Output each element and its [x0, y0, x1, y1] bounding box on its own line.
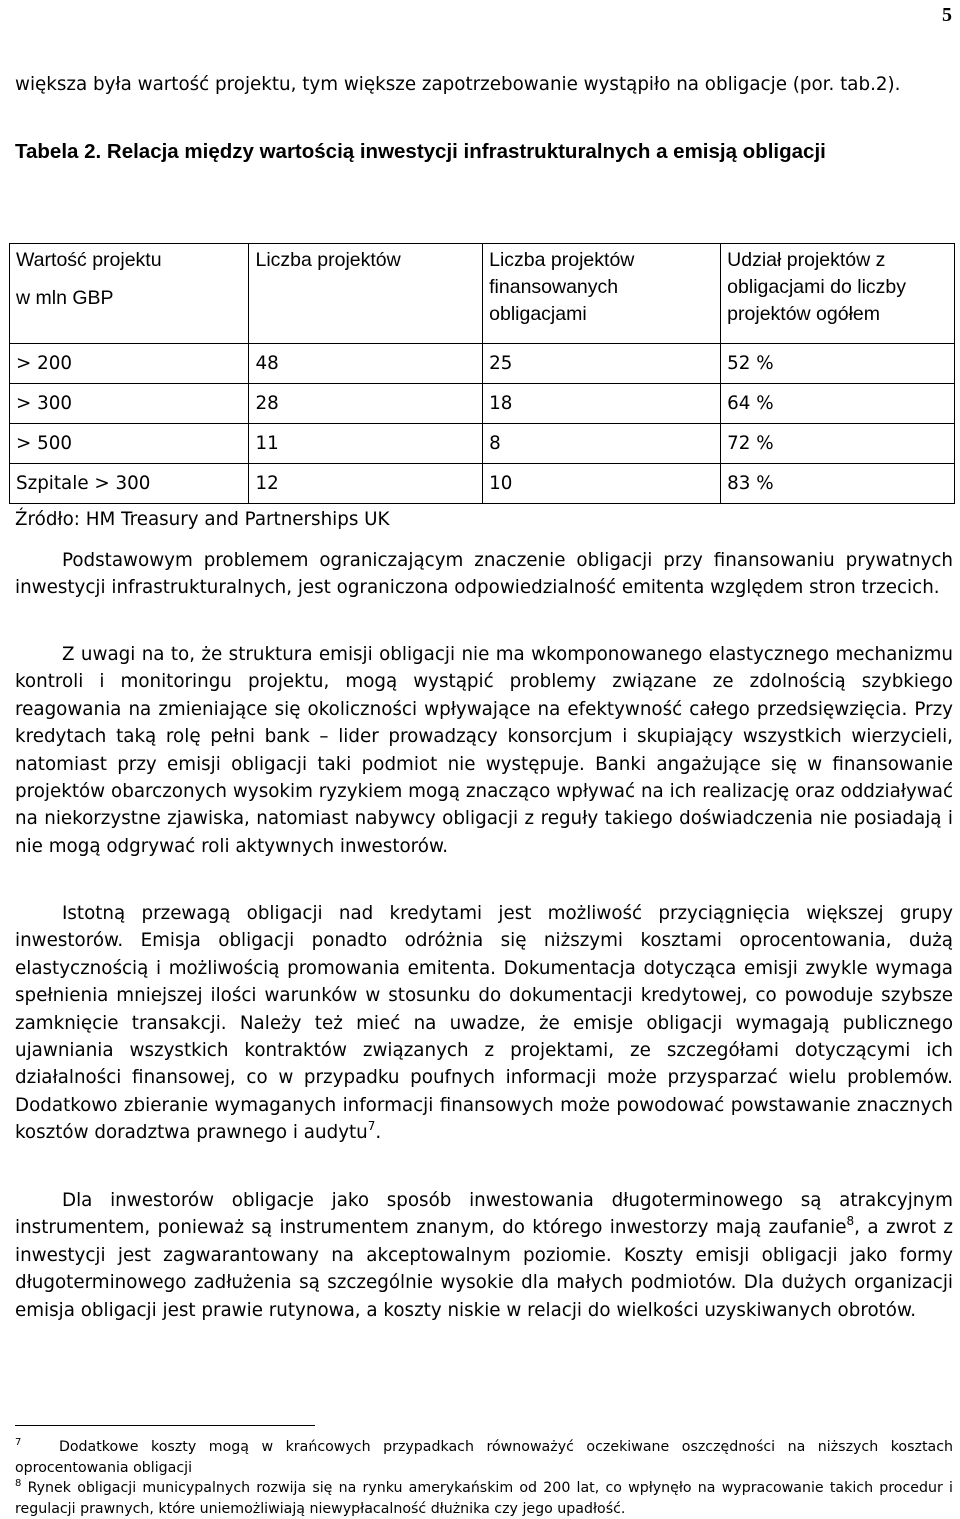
- table-cell: > 500: [10, 424, 249, 464]
- table-cell: 48: [249, 344, 483, 384]
- table-cell: 12: [249, 464, 483, 504]
- table-cell: > 300: [10, 384, 249, 424]
- table-header-cell: Liczba projektów: [249, 244, 483, 344]
- header-value-line1: Wartość projektu: [16, 249, 162, 271]
- table-cell: 28: [249, 384, 483, 424]
- paragraph-1-text: Podstawowym problemem ograniczającym znaczenie obligacji przy finansowaniu prywatnych inwestycji infrastrukturalnych, jest ograniczona odpowiedzialność emitenta względem stron trzecich.: [15, 550, 953, 599]
- table-header-cell: Liczba projektów finansowanych obligacjami: [483, 244, 721, 344]
- table-header-cell: [10, 244, 249, 344]
- table-row: [10, 384, 955, 424]
- table-cell: 10: [483, 464, 721, 504]
- paragraph-4: [15, 1187, 953, 1324]
- table-cell: > 200: [10, 344, 249, 384]
- paragraph-1: [15, 547, 953, 602]
- table-row: [10, 344, 955, 384]
- page-number: 5: [942, 4, 952, 26]
- paragraph-2-text: Z uwagi na to, że struktura emisji obligacji nie ma wkomponowanego elastycznego mechanizmu kontroli i monitoringu projektu, mogą wystąpić problemy związane ze zdolnością szybkiego reagowania na zmieniające się okoliczności wpływające na efektywność całego przedsięwzięcia. Przy kredytach taką rolę pełni bank – lider prowadzący konsorcjum i skupiający wszystkich wierzycieli, natomiast przy emisji obligacji taki podmiot nie występuje. Banki angażujące się w finansowanie projektów obarczonych wysokim ryzykiem mogą znacząco wpływać na ich realizację oraz oddziaływać na niekorzystne zjawiska, natomiast nabywcy obligacji z reguły takiego doświadczenia nie posiadają i nie mogą odgrywać roli aktywnych inwestorów.: [15, 644, 953, 857]
- footnote-text: Rynek obligacji municypalnych rozwija się na rynku amerykańskim od 200 lat, co wpłynęło na wypracowanie takich procedur i regulacji prawnych, które uniemożliwiają niewypłacalność dłużnika czy jego upadłość.: [15, 1480, 953, 1517]
- footnote-separator: [15, 1425, 315, 1426]
- table-cell: 11: [249, 424, 483, 464]
- footnote-number: 8: [15, 1478, 22, 1489]
- table-cell: 64 %: [721, 384, 955, 424]
- table-cell: Szpitale > 300: [10, 464, 249, 504]
- table-cell: 52 %: [721, 344, 955, 384]
- paragraph-3-end: .: [375, 1122, 382, 1144]
- data-table: [9, 243, 955, 504]
- table-row: [10, 424, 955, 464]
- paragraph-2: [15, 641, 953, 860]
- table-cell: 72 %: [721, 424, 955, 464]
- paragraph-3: [15, 900, 953, 1147]
- paragraph-4-text-b: , a zwrot z inwestycji jest zagwarantowany na akceptowalnym poziomie. Koszty emisji obligacji jako formy długoterminowego zadłużenia są szczególnie wysokie dla małych podmiotów. Dla dużych organizacji emisja obligacji jest prawie rutynowa, a koszty niskie w relacji do wielkości uzyskiwanych obrotów.: [15, 1217, 953, 1321]
- table-header-row: [10, 244, 955, 344]
- footnote-8: [15, 1478, 953, 1519]
- paragraph-4-text-a: Dla inwestorów obligacje jako sposób inwestowania długoterminowego są atrakcyjnym instrumentem, ponieważ są instrumentem znanym, do którego inwestorzy mają zaufanie: [15, 1190, 953, 1239]
- table-source: Źródło: HM Treasury and Partnerships UK: [15, 509, 390, 530]
- footnote-ref-7[interactable]: 7: [367, 1119, 376, 1134]
- footnote-7: [15, 1437, 953, 1478]
- footnote-ref-8[interactable]: 8: [846, 1214, 855, 1229]
- table-cell: 18: [483, 384, 721, 424]
- intro-text: większa była wartość projektu, tym większe zapotrzebowanie wystąpiło na obligacje (por. tab.2).: [15, 74, 901, 95]
- table-caption: Tabela 2. Relacja między wartością inwestycji infrastrukturalnych a emisją obligacji: [15, 140, 826, 163]
- footnote-text: Dodatkowe koszty mogą w krańcowych przypadkach równoważyć oczekiwane oszczędności na niższych kosztach oprocentowania obligacji: [15, 1439, 953, 1476]
- table-cell: 25: [483, 344, 721, 384]
- table-cell: 83 %: [721, 464, 955, 504]
- table-row: [10, 464, 955, 504]
- table-header-cell: Udział projektów z obligacjami do liczby projektów ogółem: [721, 244, 955, 344]
- table-cell: 8: [483, 424, 721, 464]
- footnote-number: 7: [15, 1437, 22, 1448]
- paragraph-3-text: Istotną przewagą obligacji nad kredytami jest możliwość przyciągnięcia większej grupy inwestorów. Emisja obligacji ponadto odróżnia się niższymi kosztami oprocentowania, dużą elastycznością i możliwością promowania emitenta. Dokumentacja dotycząca emisji zwykle wymaga spełnienia mniejszej ilości warunków w stosunku do dokumentacji kredytowej, co powoduje szybsze zamknięcie transakcji. Należy też mieć na uwadze, że emisje obligacji wymagają publicznego ujawniania wszystkich kontraktów związanych z projektami, ze szczegółami dotyczącymi ich działalności finansowej, co w przypadku poufnych informacji może przysparzać wielu problemów. Dodatkowo zbieranie wymaganych informacji finansowych może powodować powstawanie znacznych kosztów doradztwa prawnego i audytu: [15, 903, 953, 1144]
- header-value-line2: w mln GBP: [16, 287, 114, 309]
